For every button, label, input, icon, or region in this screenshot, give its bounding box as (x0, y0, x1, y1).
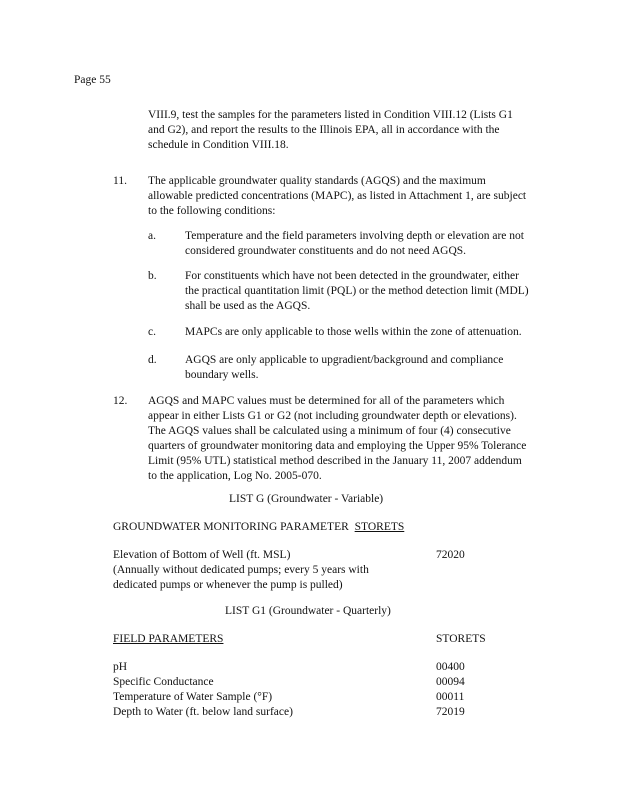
paragraph-line: AGQS and MAPC values must be determined for all of the parameters which (148, 395, 505, 407)
paragraph-line: AGQS are only applicable to upgradient/background and compliance (185, 354, 504, 366)
intro-continuation-paragraph (148, 108, 513, 153)
paragraph-line: to the application, Log No. 2005-070. (148, 470, 322, 482)
paragraph-line: schedule in Condition VIII.18. (148, 139, 289, 151)
subitem-b-paragraph (185, 269, 529, 314)
table-row-name: Temperature of Water Sample (°F) (113, 691, 273, 703)
item-11-number: 11. (113, 175, 127, 187)
paragraph-line: the practical quantitation limit (PQL) or the method detection limit (MDL) (185, 285, 529, 297)
list-g-entry (113, 548, 369, 593)
entry-line: dedicated pumps or whenever the pump is pulled) (113, 579, 343, 591)
table-row-name: Depth to Water (ft. below land surface) (113, 706, 293, 718)
item-12-paragraph (148, 394, 526, 484)
subitem-d-paragraph (185, 353, 503, 383)
paragraph-line: shall be used as the AGQS. (185, 300, 311, 312)
item-11-paragraph (148, 174, 526, 219)
paragraph-line: quarters of groundwater monitoring data and employing the Upper 95% Tolerance (148, 440, 527, 452)
list-g-title: LIST G (Groundwater - Variable) (229, 493, 384, 505)
list-g-entry-code: 72020 (436, 549, 465, 561)
list-g1-col-param-header: FIELD PARAMETERS (113, 633, 224, 645)
table-row-code: 00011 (436, 691, 465, 703)
paragraph-line: VIII.9, test the samples for the parameters listed in Condition VIII.12 (Lists G1 (148, 109, 513, 121)
list-g-heading-label: GROUNDWATER MONITORING PARAMETER (113, 521, 349, 533)
paragraph-line: The applicable groundwater quality standards (AGQS) and the maximum (148, 175, 486, 187)
paragraph-line: allowable predicted concentrations (MAPC), as listed in Attachment 1, are subject (148, 190, 527, 202)
paragraph-line: considered groundwater constituents and do not need AGQS. (185, 245, 467, 257)
paragraph-line: Temperature and the field parameters involving depth or elevation are not (185, 230, 524, 242)
table-row-name: pH (113, 661, 128, 673)
entry-line: Elevation of Bottom of Well (ft. MSL) (113, 549, 291, 561)
subitem-a-paragraph (185, 229, 524, 259)
paragraph-line: Limit (95% UTL) statistical method described in the January 11, 2007 addendum (148, 455, 522, 467)
item-12-number: 12. (113, 395, 128, 407)
table-row-code: 72019 (436, 706, 465, 718)
subitem-a-letter: a. (148, 230, 156, 242)
list-g1-title: LIST G1 (Groundwater - Quarterly) (225, 605, 391, 617)
subitem-c-letter: c. (148, 326, 156, 338)
entry-line: (Annually without dedicated pumps; every 5 years with (113, 564, 369, 576)
paragraph-line: boundary wells. (185, 369, 259, 381)
subitem-d-letter: d. (148, 354, 157, 366)
table-row-name: Specific Conductance (113, 676, 214, 688)
paragraph-line: and G2), and report the results to the Illinois EPA, all in accordance with the (148, 124, 500, 136)
table-row-code: 00094 (436, 676, 465, 688)
list-g1-col-storets-header: STORETS (436, 633, 486, 645)
subitem-b-letter: b. (148, 270, 157, 282)
paragraph-line: appear in either Lists G1 or G2 (not including groundwater depth or elevations). (148, 410, 517, 422)
paragraph-line: to the following conditions: (148, 205, 276, 217)
subitem-c-paragraph (185, 325, 522, 340)
paragraph-line: The AGQS values shall be calculated using a minimum of four (4) consecutive (148, 425, 511, 437)
table-row-code: 00400 (436, 661, 465, 673)
list-g-heading (113, 520, 404, 535)
paragraph-line: MAPCs are only applicable to those wells within the zone of attenuation. (185, 326, 522, 338)
page-number: Page 55 (74, 74, 111, 86)
paragraph-line: For constituents which have not been detected in the groundwater, either (185, 270, 519, 282)
list-g-heading-storets: STORETS (354, 521, 405, 533)
